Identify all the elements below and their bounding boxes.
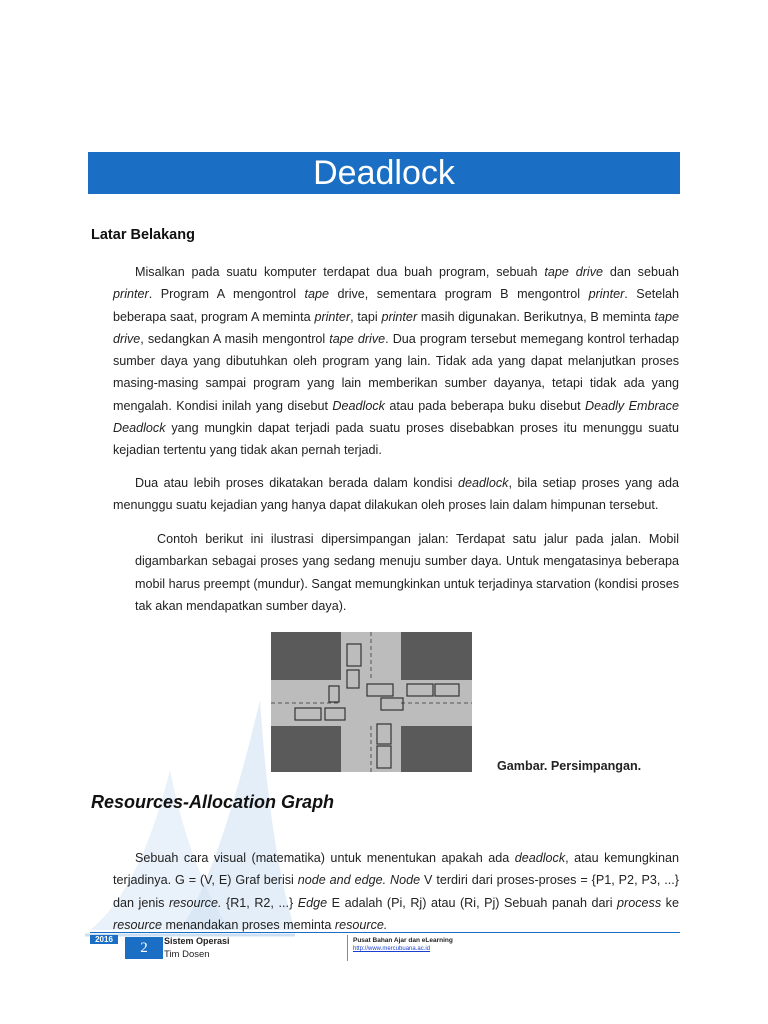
year-badge: 2016 bbox=[90, 935, 118, 944]
text-run: tape drive bbox=[329, 331, 386, 346]
text-run: process bbox=[617, 895, 662, 910]
text-run: Misalkan pada suatu komputer terdapat dua buah program, sebuah bbox=[135, 265, 545, 279]
text-run: printer bbox=[381, 309, 418, 324]
text-run: drive, sementara program B mengontrol bbox=[329, 287, 589, 302]
paragraph-2 bbox=[113, 472, 679, 517]
text-run: Sebuah cara visual (matematika) untuk menentukan apakah ada bbox=[135, 851, 515, 865]
section-heading-latar-belakang: Latar Belakang bbox=[91, 227, 195, 243]
text-run: . Dua program tersebut memegang kontrol terhadap sumber daya yang dibutuhkan oleh program yang lain. Tidak ada yang dapat melanjutkan proses masing-masing sampai program yang lain memberikan sumber dayanya, tetapi tidak ada yang mengalah. Kondisi inilah yang disebut bbox=[113, 331, 679, 413]
author-name: Tim Dosen bbox=[164, 949, 210, 960]
org-link[interactable]: http://www.mercubuana.ac.id bbox=[353, 946, 431, 952]
paragraph-3 bbox=[135, 528, 679, 617]
text-run: tape bbox=[304, 287, 330, 302]
text-run: deadlock bbox=[458, 476, 509, 490]
text-run: resource. bbox=[168, 895, 222, 910]
text-run: printer bbox=[588, 287, 625, 302]
text-run: , tapi bbox=[350, 309, 382, 324]
text-run: tape drive bbox=[544, 265, 604, 279]
text-run: atau pada beberapa buku disebut bbox=[384, 398, 585, 413]
text-run: printer bbox=[314, 309, 351, 324]
text-run: V terdiri dari proses-proses = {P1, P2, P3, ...} dan jenis bbox=[113, 873, 679, 910]
footer-divider bbox=[90, 932, 680, 933]
text-run: , bila setiap proses yang ada menunggu suatu kejadian yang hanya dapat dilakukan oleh proses lain dalam himpunan tersebut. bbox=[113, 476, 679, 513]
section-heading-rag: Resources-Allocation Graph bbox=[91, 792, 335, 812]
text-run: deadlock bbox=[514, 851, 566, 865]
page-title: Deadlock bbox=[88, 152, 680, 194]
text-run: menandakan proses meminta bbox=[162, 917, 335, 932]
text-run: , sedangkan A masih mengontrol bbox=[140, 331, 330, 346]
footer-vertical-divider bbox=[347, 935, 348, 961]
paragraph-4 bbox=[113, 847, 679, 936]
text-run: Dua atau lebih proses dikatakan berada dalam kondisi bbox=[135, 476, 459, 490]
page-number: 2 bbox=[125, 937, 163, 959]
text-run: resource bbox=[113, 917, 162, 932]
text-run: Deadlock bbox=[332, 398, 385, 413]
course-name: Sistem Operasi bbox=[164, 936, 230, 946]
text-run: printer bbox=[113, 287, 149, 302]
intersection-figure bbox=[271, 632, 472, 772]
org-name: Pusat Bahan Ajar dan eLearning bbox=[353, 937, 453, 944]
text-run: , atau kemungkinan terjadinya. G = (V, E) Graf berisi bbox=[113, 851, 679, 888]
text-run: node and edge. Node bbox=[297, 873, 421, 888]
text-run: masih digunakan. Berikutnya, B meminta bbox=[417, 309, 655, 324]
text-run: . Setelah beberapa saat, program A meminta bbox=[113, 287, 680, 324]
text-run: resource. bbox=[334, 917, 388, 932]
figure-caption: Gambar. Persimpangan. bbox=[497, 759, 642, 773]
text-run: ke bbox=[661, 895, 679, 910]
text-run: yang mungkin dapat terjadi pada suatu proses disebabkan proses itu menunggu suatu kejadian tertentu yang tidak akan pernah terjadi. bbox=[113, 421, 679, 458]
text-run: . Program A mengontrol bbox=[148, 287, 305, 302]
text-run: Deadly Embrace Deadlock bbox=[113, 398, 679, 436]
page-footer bbox=[90, 932, 680, 962]
paragraph-1 bbox=[113, 261, 679, 462]
text-run: E adalah (Pi, Rj) atau (Ri, Pj) Sebuah panah dari bbox=[327, 895, 618, 910]
text-run: tape drive bbox=[113, 309, 680, 346]
text-run: {R1, R2, ...} bbox=[221, 895, 298, 910]
text-run: Edge bbox=[297, 895, 328, 910]
text-run: dan sebuah bbox=[603, 265, 679, 279]
text-run: Contoh berikut ini ilustrasi dipersimpangan jalan: Terdapat satu jalur pada jalan. Mobil digambarkan sebagai proses yang sedang menuju sumber daya. Untuk mengatasinya beberapa mobil harus preempt (mundur). Sangat memungkinkan untuk terjadinya starvation (kondisi proses tak akan mendapatkan sumber daya). bbox=[135, 532, 679, 613]
